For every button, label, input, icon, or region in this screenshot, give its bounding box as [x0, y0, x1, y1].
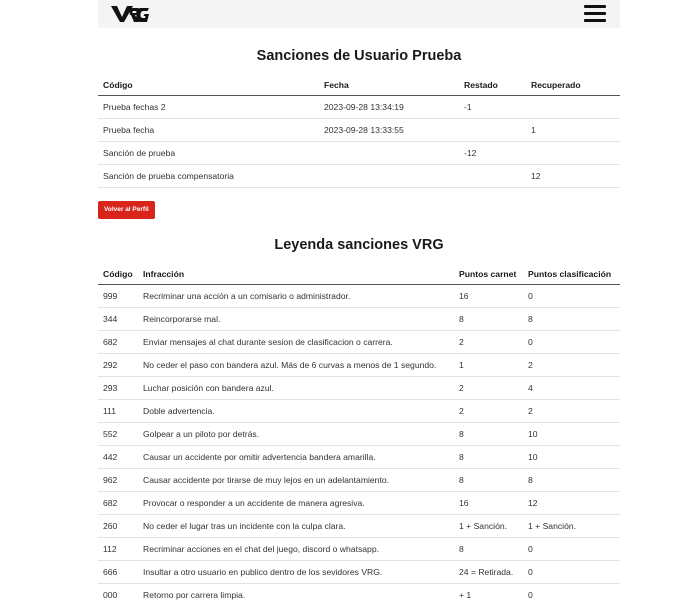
table-cell: [526, 142, 620, 165]
table-row: [98, 515, 620, 538]
table-cell: 8: [454, 423, 523, 446]
table-cell: Sanción de prueba compensatoria: [98, 165, 319, 188]
table-row: [98, 96, 620, 119]
table-cell: No ceder el paso con bandera azul. Más de 6 curvas a menos de 1 segundo.: [138, 354, 454, 377]
legend-header-row: [98, 264, 620, 285]
table-row: [98, 423, 620, 446]
table-cell: 112: [98, 538, 138, 561]
col-puntos-clasificacion: Puntos clasificación: [523, 264, 620, 285]
table-cell: 442: [98, 446, 138, 469]
col-codigo: Código: [98, 264, 138, 285]
table-cell: 2: [523, 354, 620, 377]
sanctions-header-row: [98, 75, 620, 96]
table-cell: 8: [454, 308, 523, 331]
table-cell: 962: [98, 469, 138, 492]
legend-title: Leyenda sanciones VRG: [98, 237, 620, 253]
col-codigo: Código: [98, 75, 319, 96]
table-row: [98, 584, 620, 606]
table-row: [98, 119, 620, 142]
table-row: [98, 492, 620, 515]
table-cell: 0: [523, 331, 620, 354]
legend-table: [98, 264, 620, 606]
table-cell: 1: [526, 119, 620, 142]
table-cell: 0: [523, 561, 620, 584]
table-cell: 292: [98, 354, 138, 377]
hamburger-menu-icon[interactable]: [584, 5, 606, 23]
table-row: [98, 561, 620, 584]
table-cell: 000: [98, 584, 138, 606]
table-cell: 1 + Sanción.: [523, 515, 620, 538]
table-cell: 260: [98, 515, 138, 538]
table-cell: Retorno por carrera limpia.: [138, 584, 454, 606]
table-cell: 24 = Retirada.: [454, 561, 523, 584]
sanctions-title: Sanciones de Usuario Prueba: [98, 48, 620, 64]
table-cell: Prueba fecha: [98, 119, 319, 142]
table-cell: [526, 96, 620, 119]
table-cell: 344: [98, 308, 138, 331]
table-cell: 111: [98, 400, 138, 423]
table-cell: 8: [454, 469, 523, 492]
table-cell: Reincorporarse mal.: [138, 308, 454, 331]
table-cell: 999: [98, 285, 138, 308]
top-navbar: [98, 0, 620, 28]
table-cell: Provocar o responder a un accidente de manera agresiva.: [138, 492, 454, 515]
col-recuperado: Recuperado: [526, 75, 620, 96]
table-row: [98, 331, 620, 354]
col-restado: Restado: [459, 75, 526, 96]
table-cell: [459, 165, 526, 188]
table-cell: 8: [523, 469, 620, 492]
table-cell: Prueba fechas 2: [98, 96, 319, 119]
col-puntos-carnet: Puntos carnet: [454, 264, 523, 285]
table-cell: -1: [459, 96, 526, 119]
table-cell: Sanción de prueba: [98, 142, 319, 165]
table-row: [98, 308, 620, 331]
table-cell: 16: [454, 285, 523, 308]
table-cell: [459, 119, 526, 142]
table-cell: 2023-09-28 13:34:19: [319, 96, 459, 119]
table-row: [98, 400, 620, 423]
table-cell: 8: [523, 308, 620, 331]
table-cell: [319, 142, 459, 165]
table-cell: 12: [523, 492, 620, 515]
table-cell: 10: [523, 423, 620, 446]
table-cell: 552: [98, 423, 138, 446]
table-cell: 2: [523, 400, 620, 423]
table-cell: [319, 165, 459, 188]
table-cell: 16: [454, 492, 523, 515]
table-row: [98, 377, 620, 400]
col-fecha: Fecha: [319, 75, 459, 96]
table-cell: 8: [454, 446, 523, 469]
back-to-profile-button[interactable]: Volver al Perfil: [98, 201, 155, 219]
table-cell: Doble advertencia.: [138, 400, 454, 423]
table-cell: Causar accidente por tirarse de muy lejos en un adelantamiento.: [138, 469, 454, 492]
sanctions-table: [98, 75, 620, 188]
table-cell: 2: [454, 331, 523, 354]
table-cell: 4: [523, 377, 620, 400]
table-cell: Recriminar una acción a un comisario o administrador.: [138, 285, 454, 308]
table-row: [98, 538, 620, 561]
table-cell: -12: [459, 142, 526, 165]
table-cell: 1: [454, 354, 523, 377]
vrg-logo[interactable]: [110, 4, 150, 24]
table-cell: 2: [454, 377, 523, 400]
table-cell: 0: [523, 584, 620, 606]
table-cell: Enviar mensajes al chat durante sesion de clasificacion o carrera.: [138, 331, 454, 354]
table-cell: 8: [454, 538, 523, 561]
table-cell: 2: [454, 400, 523, 423]
table-row: [98, 354, 620, 377]
table-cell: 682: [98, 331, 138, 354]
table-cell: 12: [526, 165, 620, 188]
table-row: [98, 165, 620, 188]
col-infraccion: Infracción: [138, 264, 454, 285]
table-cell: Golpear a un piloto por detrás.: [138, 423, 454, 446]
table-row: [98, 285, 620, 308]
table-cell: 666: [98, 561, 138, 584]
table-cell: Insultar a otro usuario en publico dentro de los sevidores VRG.: [138, 561, 454, 584]
table-cell: + 1: [454, 584, 523, 606]
table-cell: 10: [523, 446, 620, 469]
table-cell: Recriminar acciones en el chat del juego, discord o whatsapp.: [138, 538, 454, 561]
table-cell: No ceder el lugar tras un incidente con la culpa clara.: [138, 515, 454, 538]
table-cell: 293: [98, 377, 138, 400]
table-cell: Causar un accidente por omitir advertencia bandera amarilla.: [138, 446, 454, 469]
table-cell: Luchar posición con bandera azul.: [138, 377, 454, 400]
table-cell: 0: [523, 538, 620, 561]
table-cell: 1 + Sanción.: [454, 515, 523, 538]
table-cell: 0: [523, 285, 620, 308]
table-row: [98, 142, 620, 165]
table-row: [98, 469, 620, 492]
table-row: [98, 446, 620, 469]
table-cell: 2023-09-28 13:33:55: [319, 119, 459, 142]
table-cell: 682: [98, 492, 138, 515]
